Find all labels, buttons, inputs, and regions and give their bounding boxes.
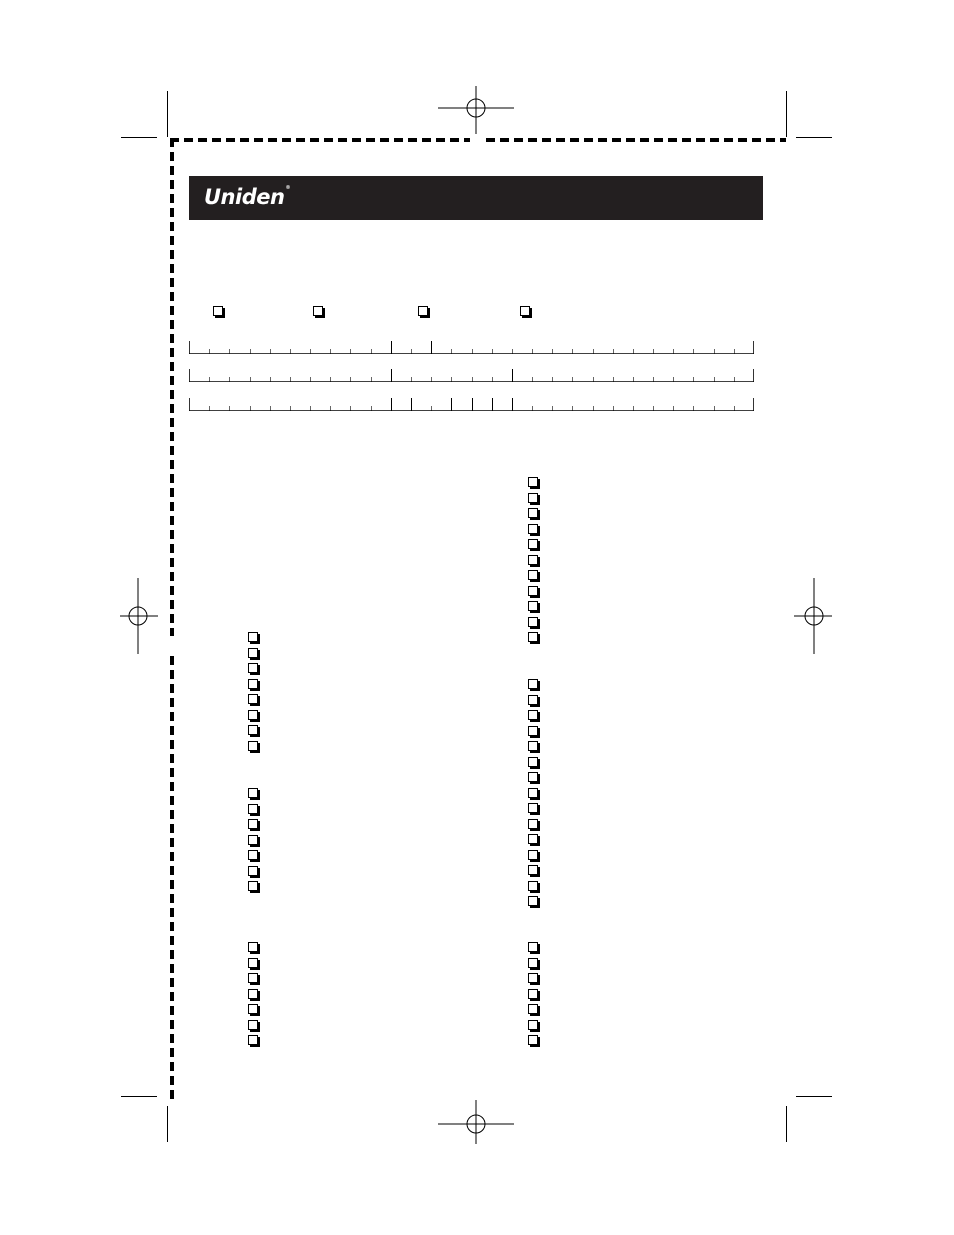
checkbox[interactable] xyxy=(528,601,538,611)
cut-line-top-right xyxy=(486,138,786,142)
top-checkbox-2[interactable] xyxy=(313,306,323,316)
top-checkbox-4[interactable] xyxy=(520,306,530,316)
checkbox[interactable] xyxy=(528,772,538,782)
crop-mark-bottom-right-horizontal xyxy=(796,1096,832,1097)
checkbox[interactable] xyxy=(248,1035,258,1045)
checkbox[interactable] xyxy=(528,695,538,705)
checkbox[interactable] xyxy=(248,679,258,689)
checkbox[interactable] xyxy=(528,958,538,968)
checkbox[interactable] xyxy=(528,586,538,596)
checkbox[interactable] xyxy=(528,726,538,736)
checkbox[interactable] xyxy=(248,632,258,642)
checkbox[interactable] xyxy=(528,803,538,813)
entry-field-2[interactable] xyxy=(189,369,754,382)
top-checkbox-3[interactable] xyxy=(418,306,428,316)
checkbox[interactable] xyxy=(528,710,538,720)
crop-mark-top-left-vertical xyxy=(167,91,168,137)
registration-target-top xyxy=(438,72,514,148)
checkbox[interactable] xyxy=(248,958,258,968)
checkbox[interactable] xyxy=(248,989,258,999)
crop-mark-bottom-left-horizontal xyxy=(121,1096,157,1097)
checkbox[interactable] xyxy=(528,632,538,642)
checkbox[interactable] xyxy=(528,973,538,983)
checkbox[interactable] xyxy=(248,725,258,735)
checkbox[interactable] xyxy=(528,1020,538,1030)
checkbox[interactable] xyxy=(528,508,538,518)
checkbox[interactable] xyxy=(528,819,538,829)
checkbox[interactable] xyxy=(528,881,538,891)
checkbox[interactable] xyxy=(528,989,538,999)
checkbox[interactable] xyxy=(248,835,258,845)
checkbox[interactable] xyxy=(528,617,538,627)
cut-line-left-lower xyxy=(170,656,174,1100)
registration-target-left xyxy=(100,578,176,654)
header-band xyxy=(189,176,763,220)
checkbox[interactable] xyxy=(528,865,538,875)
uniden-logo: Uniden® xyxy=(204,185,290,209)
checkbox[interactable] xyxy=(248,942,258,952)
crop-mark-bottom-left-vertical xyxy=(167,1106,168,1142)
checkbox[interactable] xyxy=(248,741,258,751)
checkbox[interactable] xyxy=(528,524,538,534)
checkbox[interactable] xyxy=(248,819,258,829)
crop-mark-bottom-right-vertical xyxy=(786,1106,787,1142)
crop-mark-top-left-horizontal xyxy=(121,137,157,138)
checkbox[interactable] xyxy=(528,741,538,751)
checkbox[interactable] xyxy=(248,663,258,673)
checkbox[interactable] xyxy=(528,1004,538,1014)
checkbox[interactable] xyxy=(248,881,258,891)
checkbox[interactable] xyxy=(528,493,538,503)
cut-line-left-upper xyxy=(170,138,174,636)
checkbox[interactable] xyxy=(248,973,258,983)
registration-target-bottom xyxy=(438,1086,514,1162)
checkbox[interactable] xyxy=(248,1020,258,1030)
checkbox[interactable] xyxy=(528,539,538,549)
checkbox[interactable] xyxy=(248,694,258,704)
crop-mark-top-right-horizontal xyxy=(796,137,832,138)
checkbox[interactable] xyxy=(528,555,538,565)
checkbox[interactable] xyxy=(528,679,538,689)
checkbox[interactable] xyxy=(248,1004,258,1014)
checkbox[interactable] xyxy=(528,788,538,798)
top-checkbox-1[interactable] xyxy=(213,306,223,316)
checkbox[interactable] xyxy=(528,834,538,844)
checkbox[interactable] xyxy=(248,648,258,658)
entry-field-3[interactable] xyxy=(189,398,754,411)
checkbox[interactable] xyxy=(248,850,258,860)
checkbox[interactable] xyxy=(248,866,258,876)
crop-mark-top-right-vertical xyxy=(786,91,787,137)
checkbox[interactable] xyxy=(528,850,538,860)
checkbox[interactable] xyxy=(528,896,538,906)
checkbox[interactable] xyxy=(528,942,538,952)
registration-target-right xyxy=(776,578,852,654)
checkbox[interactable] xyxy=(528,757,538,767)
checkbox[interactable] xyxy=(248,710,258,720)
checkbox[interactable] xyxy=(248,804,258,814)
entry-field-1[interactable] xyxy=(189,341,754,354)
checkbox[interactable] xyxy=(528,477,538,487)
checkbox[interactable] xyxy=(248,788,258,798)
checkbox[interactable] xyxy=(528,570,538,580)
cut-line-top-left xyxy=(170,138,470,142)
checkbox[interactable] xyxy=(528,1035,538,1045)
